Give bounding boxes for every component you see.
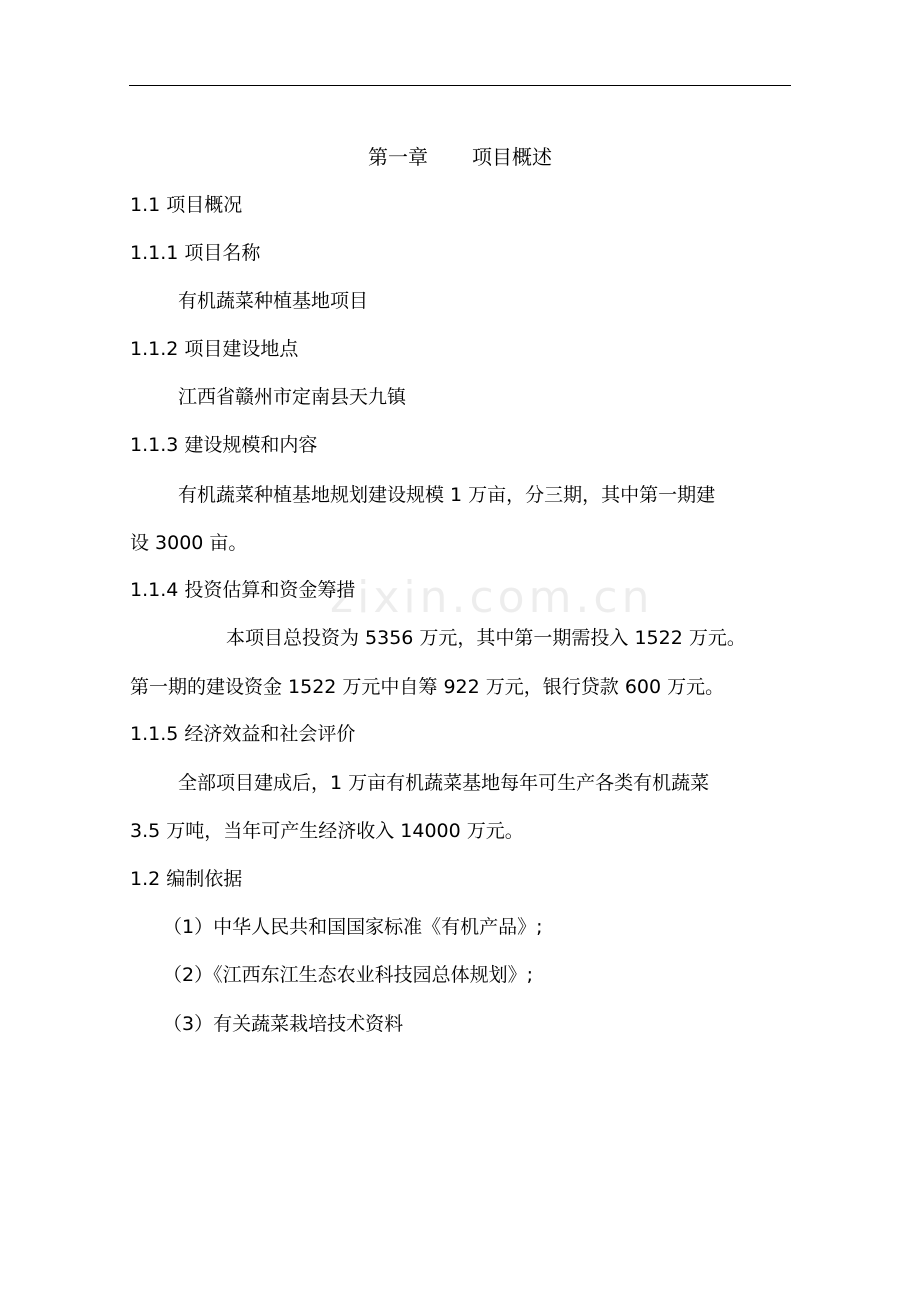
project-location-text: 江西省赣州市定南县天九镇 (178, 386, 407, 408)
chapter-title (0, 145, 920, 169)
benefit-paragraph-line-1: 全部项目建成后，1 万亩有机蔬菜基地每年可生产各类有机蔬菜 (178, 772, 710, 794)
project-name-text: 有机蔬菜种植基地项目 (178, 290, 369, 312)
chapter-number: 第一章 (368, 145, 428, 169)
heading-1-1-2: 1.1.2 项目建设地点 (130, 338, 299, 360)
chapter-name: 项目概述 (472, 145, 552, 169)
basis-item: （3）有关蔬菜栽培技术资料 (163, 1013, 404, 1035)
investment-paragraph-line-2: 第一期的建设资金 1522 万元中自筹 922 万元，银行贷款 600 万元。 (130, 676, 725, 698)
heading-1-1-4: 1.1.4 投资估算和资金筹措 (130, 579, 356, 601)
scale-paragraph-line-2: 设 3000 亩。 (130, 532, 248, 554)
investment-paragraph-line-1: 本项目总投资为 5356 万元，其中第一期需投入 1522 万元。 (226, 627, 746, 649)
header-rule (129, 85, 791, 86)
heading-1-1-3: 1.1.3 建设规模和内容 (130, 434, 318, 456)
heading-1-2: 1.2 编制依据 (130, 868, 243, 890)
heading-1-1-1: 1.1.1 项目名称 (130, 242, 261, 264)
heading-1-1-5: 1.1.5 经济效益和社会评价 (130, 723, 356, 745)
heading-1-1: 1.1 项目概况 (130, 194, 243, 216)
benefit-paragraph-line-2: 3.5 万吨，当年可产生经济收入 14000 万元。 (130, 820, 524, 842)
basis-item: （1）中华人民共和国国家标准《有机产品》; (163, 916, 543, 938)
basis-item: （2）《江西东江生态农业科技园总体规划》; (163, 964, 533, 986)
scale-paragraph-line-1: 有机蔬菜种植基地规划建设规模 1 万亩，分三期，其中第一期建 (178, 484, 716, 506)
watermark: zixin.com.cn (330, 572, 654, 623)
